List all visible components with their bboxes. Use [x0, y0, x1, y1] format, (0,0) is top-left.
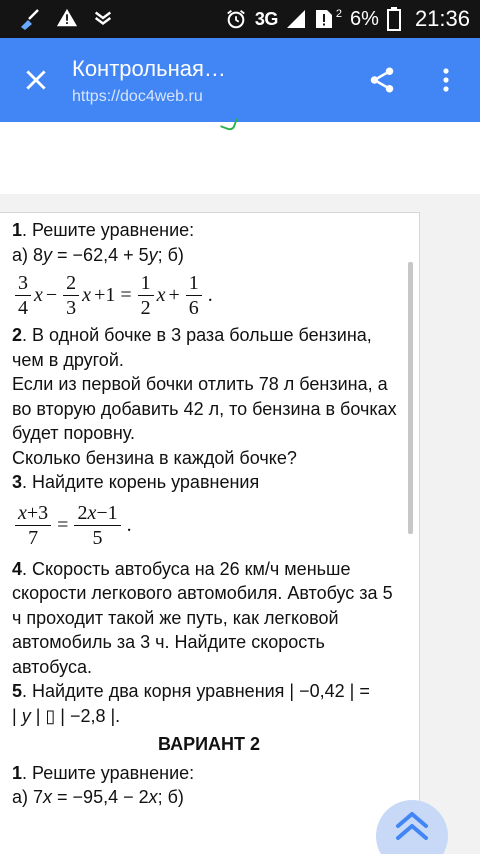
question-3: 3. Найдите корень уравнения: [12, 472, 260, 492]
sim-slot-number: 2: [335, 8, 343, 20]
question-5: 5. Найдите два корня уравнения | −0,42 | =: [12, 681, 370, 701]
question-4: 4. Скорость автобуса на 26 км/ч меньше скорости легкового автомобиля. Автобус за 5 ч проходит такой же путь, как легковой автомобиль за 3 ч. Найдите скорость автобуса.: [12, 558, 393, 677]
share-button[interactable]: [360, 58, 404, 102]
question-1: [12, 218, 406, 243]
browser-toolbar: [0, 38, 480, 122]
more-options-button[interactable]: [426, 58, 466, 102]
document-content: [12, 218, 406, 810]
question-2-paragraph-3: Сколько бензина в каждой бочке?: [12, 447, 297, 468]
fraction: $\frac{2}{3}$: [63, 271, 79, 320]
variant-2-question-1: 1. Решите уравнение:: [12, 762, 195, 783]
equation-3: $\frac{x+3}{7}$ = $\frac{2x-1}{5}$ .: [12, 495, 406, 557]
question-1-part-a: а) 8y = −62,4 + 5y; б): [12, 244, 184, 265]
fraction: $\frac{1}{2}$: [138, 271, 154, 320]
network-type: 3G: [254, 8, 278, 29]
more-vert-icon: [442, 67, 450, 93]
page-top-area: [0, 122, 480, 194]
close-icon: [23, 67, 49, 93]
warning-icon: [56, 7, 78, 29]
no-sim-icon: [314, 8, 334, 30]
question-2-paragraph-2: Если из первой бочки отлить 78 л бензина, а во вторую добавить 42 л, то бензина в бочках будет поровну.: [12, 374, 397, 443]
question-text: . Решите уравнение:: [22, 220, 195, 240]
document-scrollbar[interactable]: [408, 262, 413, 534]
battery-icon: [387, 7, 401, 31]
question-5-equation: | y | ▯ | −2,8 |.: [12, 705, 121, 726]
fraction: $\frac{2x-1}{5}$: [74, 501, 120, 550]
status-bar: [0, 0, 480, 38]
question-2: 2. В одной бочке в 3 раза больше бензина, чем в другой.: [12, 325, 372, 370]
share-icon: [367, 65, 397, 95]
broom-icon: [18, 6, 42, 30]
close-button[interactable]: [14, 58, 58, 102]
fraction: $\frac{3}{4}$: [15, 271, 31, 320]
clock: 21:36: [414, 6, 470, 31]
signal-icon: [286, 9, 306, 29]
fraction: $\frac{x+3}{7}$: [15, 501, 51, 550]
equation-1b: $\frac{3}{4}$ x − $\frac{2}{3}$ x +1 = $\frac{1}{2}$ x + $\frac{1}{6}$ .: [12, 267, 406, 323]
page-title: Контрольная…: [72, 56, 226, 81]
variant-heading: ВАРИАНТ 2: [157, 734, 261, 754]
variant-2-question-1-part-a: а) 7x = −95,4 − 2x; б): [12, 787, 184, 807]
question-number: 1: [12, 220, 23, 240]
download-icon: [92, 7, 114, 29]
fraction: $\frac{1}{6}$: [186, 271, 202, 320]
page-url: https://doc4web.ru: [72, 88, 203, 105]
double-chevron-up-icon: [394, 810, 430, 840]
alarm-icon: [225, 8, 247, 30]
battery-percent: 6%: [350, 7, 379, 30]
